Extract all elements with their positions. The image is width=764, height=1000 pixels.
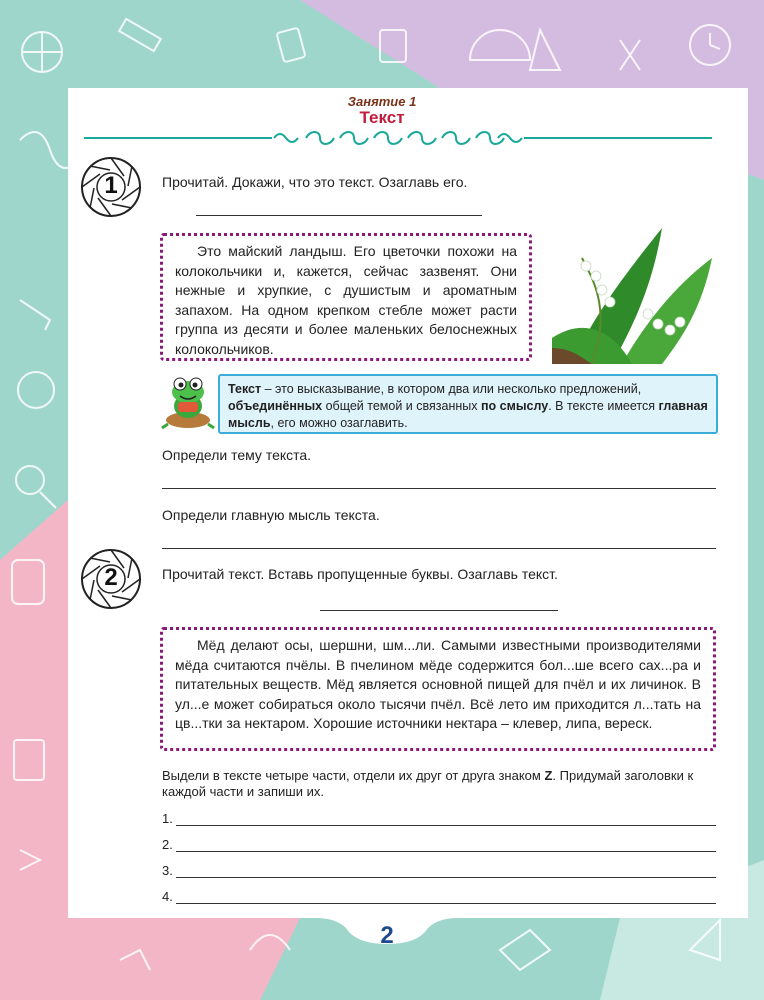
- page-title: Текст: [359, 108, 405, 127]
- answer-line-3[interactable]: [176, 877, 716, 878]
- task-1-title-line[interactable]: [196, 215, 482, 216]
- task-1-instruction: Прочитай. Докажи, что это текст. Озаглавь его.: [162, 174, 468, 190]
- lily-of-the-valley-image: [552, 218, 718, 364]
- task-1-number: 1: [104, 172, 118, 199]
- ornament-divider: [84, 128, 712, 148]
- question-theme: Определи тему текста.: [162, 447, 312, 463]
- task-2-title-line[interactable]: [320, 610, 558, 611]
- task-2-instruction-2-part-c: . Придумай заголовки к каждой части и запиши их.: [162, 768, 694, 799]
- definition-bold-2: по смыслу: [480, 399, 549, 413]
- task-2-z-sign: Z: [544, 768, 553, 783]
- definition-term: Текст: [228, 382, 262, 396]
- definition-text-1: – это высказывание, в котором два или несколько предложений,: [261, 382, 642, 396]
- frog-mascot-icon: [160, 370, 216, 432]
- task-2-instruction: Прочитай текст. Вставь пропущенные буквы. Озаглавь текст.: [162, 566, 558, 582]
- lesson-label: Занятие 1: [347, 94, 417, 109]
- answer-line-1[interactable]: [176, 825, 716, 826]
- answer-line-main-idea[interactable]: [162, 548, 716, 549]
- definition-bold-3: главная мысль: [228, 399, 708, 430]
- definition-text-4: , его можно озаглавить.: [270, 416, 408, 430]
- answer-line-4-label: 4.: [162, 889, 173, 904]
- task-2-story-box: Мёд делают осы, шершни, шм...ли. Самыми известными производителями мёда считаются пчёлы. В пчелином мёде содержится бол...ше всего сах...ра и питательных веществ. Мёд является основной пищей для пчёл и их личинок. В ул...е может собираться около тысячи пчёл. Всё лето им приходится л...тать на цв...тки за нектаром. Хорошие источники нектара – клевер, липа, вереск.: [160, 627, 716, 751]
- definition-text-2: общей темой и связанных: [322, 399, 481, 413]
- answer-line-1-label: 1.: [162, 811, 173, 826]
- definition-bold-1: объединённых: [228, 399, 323, 413]
- answer-line-3-label: 3.: [162, 863, 173, 878]
- task-2-number: 2: [104, 564, 118, 591]
- answer-line-2[interactable]: [176, 851, 716, 852]
- question-main-idea: Определи главную мысль текста.: [162, 507, 380, 523]
- answer-line-theme[interactable]: [162, 488, 716, 489]
- task-2-instruction-2-part-a: Выдели в тексте четыре части, отдели их друг от друга знаком: [162, 768, 545, 783]
- task-1-story-box: Это майский ландыш. Его цветочки похожи на колокольчики и, кажется, сейчас зазвенят. Они нежные и хрупкие, с душистым и ароматным запахом. На одном крепком стебле может расти группа из десяти и более маленьких белоснежных колокольчиков.: [160, 233, 532, 361]
- task-2-instruction-2: [162, 768, 718, 800]
- definition-text-3: . В тексте имеется: [548, 399, 659, 413]
- answer-line-2-label: 2.: [162, 837, 173, 852]
- definition-box: [218, 374, 718, 434]
- page-number: 2: [380, 922, 394, 949]
